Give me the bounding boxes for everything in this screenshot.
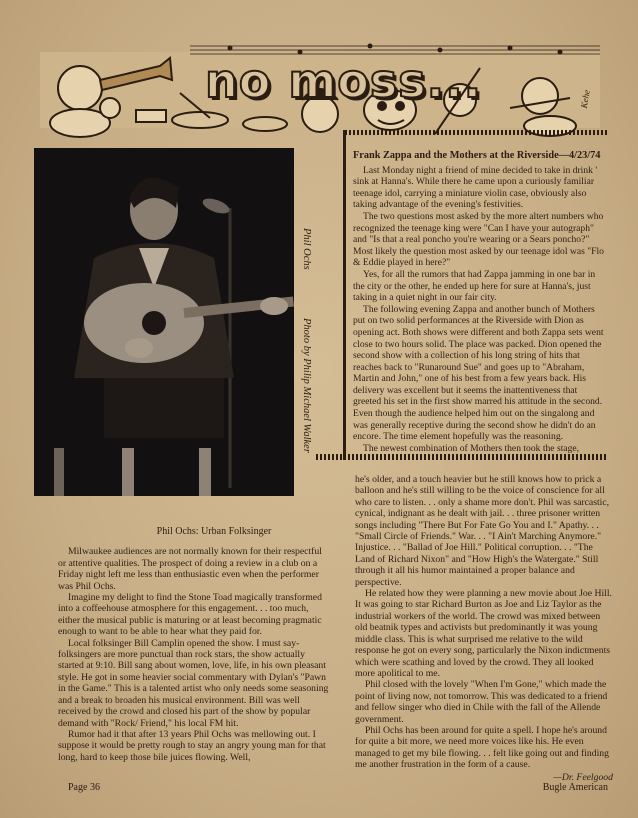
artist-signature: Kehe <box>578 89 592 109</box>
ochs-paragraph: Imagine my delight to find the Stone Toad magically transformed into a coffeehouse atmosphere for this engagement. . . too much, either the musical public is maturing or at least becoming pragmatic enough to want to be able to hear what they paid for. <box>58 592 322 638</box>
page-number: Page 36 <box>68 782 100 793</box>
performer-photo <box>34 148 294 496</box>
ochs-paragraph: Phil closed with the lovely "When I'm Gone," which made the point of living now, not tomorrow. This was dedicated to a friend and fellow singer who died in Chile with the fall of the Allende government. <box>355 679 608 725</box>
zappa-paragraph: Last Monday night a friend of mine decided to take in drink ' sink at Hanna's. While there he came upon a curiously familiar teenage idol, carrying a miniature violin case, obviously also taking advantage of the evening's festivities. <box>353 164 598 211</box>
column-title: no moss... <box>205 54 483 108</box>
zappa-headline: Frank Zappa and the Mothers at the Riverside—4/23/74 <box>353 150 601 161</box>
zappa-paragraph: The two questions most asked by the more altert numbers who recognized the teenage king were "Can I have your autograph" and "Is that a real poncho you're wearing or a Sears poncho?" Most likely the question most asked by our teenage idol was "Flo & Eddie played in here?" <box>353 210 604 269</box>
box-bottom-rule <box>316 454 608 460</box>
ochs-review-right-column <box>355 474 613 783</box>
zappa-paragraph: The newest combination of Mothers then took the stage, <box>363 442 580 454</box>
guitarist-photo-drawing <box>34 148 294 496</box>
zappa-review <box>353 150 607 454</box>
photo-subject-name: Phil Ochs <box>301 228 312 270</box>
ochs-paragraph: Rumor had it that after 13 years Phil Ochs was mellowing out. I suppose it would be pretty rough to stay an angry young man for that long, hard to keep those bile juices flowing. Well, <box>58 728 326 763</box>
publication-name: Bugle American <box>542 782 608 793</box>
ochs-paragraph: he's older, and a touch heavier but he still knows how to prick a balloon and he's still willing to be the voice of conscience for all who care to listen. . . only a shame more don't. Phil was sarcastic, cynical, indignant as he dealt with jail. . . three prisoner written songs including "There But For Fate Go You and I." Apathy. . . "Small Circle of Friends." War. . . "I Ain't Marching Anymore." Injustice. . . "Ballad of Joe Hill." Political corruption. . . "The Land of Richard Nixon" and "How High's the Watergate." Still through it all his humor maintained a proper balance and perspective. <box>355 474 610 588</box>
banner-illustration <box>40 38 600 138</box>
ochs-review-left-column <box>58 526 330 763</box>
photo-credit: Photo by Philip Michael Walker <box>301 318 312 453</box>
zappa-paragraph: Yes, for all the rumors that had Zappa jamming in one bar in the city or the other, he ended up here for sure at Hanna's, just taking in a quiet night in our fair city. <box>353 268 596 304</box>
ochs-headline: Phil Ochs: Urban Folksinger <box>156 526 272 537</box>
ochs-paragraph: Milwaukee audiences are not normally known for their respectful or attentive qualities. The prospect of doing a review in a club on a Friday night left me less than enthusiastic even when the performer was Phil Ochs. <box>58 546 322 592</box>
box-top-rule <box>345 130 607 135</box>
photo-caption <box>298 148 314 496</box>
box-left-rule <box>343 130 346 460</box>
zappa-paragraph: The following evening Zappa and another bunch of Mothers put on two solid performances at the Riverside with Dion as opening act. Both shows were different and both Zappa sets went close to two hours solid. The place was packed. Dion opened the second show with a collection of his long string of hits that reaches back to "Runaround Sue" and goes up to "Abraham, Martin and John," one of his best from a few years back. His delivery was excellent but it seems the inattentiveness that greeted his set in the first show marred his attitude in the second. Even though the audience helped him out on the singalong and was generally receptive during the second show he didn't do an encore. The time element hopefully was the reasoning. <box>353 303 604 443</box>
ochs-paragraph: Phil Ochs has been around for quite a spell. I hope he's around for quite a bit more, we need more voices like his. He even managed to get my bile flowing. . . felt like going out and finding me another frustration in the form of a cause. <box>355 724 609 771</box>
ochs-paragraph: He related how they were planning a new movie about Joe Hill. It was going to star Richard Burton as Joe and Liz Taylor as the industrial workers of the world. The crowd was mixed between old beatnik types and activists but predominantly it was young middle class. This is what surprised me relative to the wild response he got on every song, particularly the Nixon indictments which were scathing and loved by the crowd. They all looked more apolitical to me. <box>355 588 612 679</box>
author-signoff: —Dr. Feelgood <box>553 771 613 783</box>
ochs-paragraph: Local folksinger Bill Camplin opened the show. I must say-folksingers are more punctual than rock stars, the show actually started at 9:10. Bill sang about women, love, life, in his own pleasant style. He got in some heavier social commentary with Dylan's "Pawn in the Game." This is a talented artist who only needs some seasoning and a break to broaden his musical environment. Bill was well received by the crowd and closed his part of the show by popular demand with "Rock/ Friend," his local FM hit. <box>58 637 329 729</box>
